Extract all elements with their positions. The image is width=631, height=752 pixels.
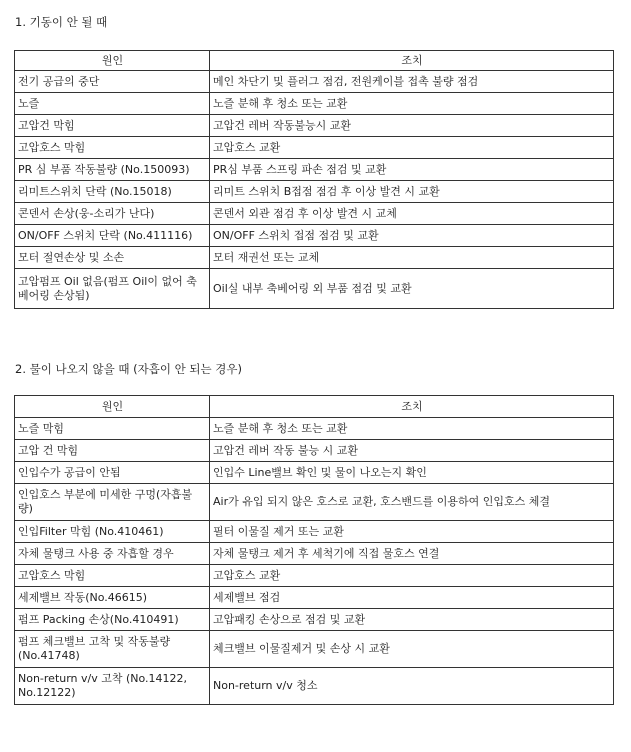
action-cell: 체크밸브 이물질제거 및 손상 시 교환	[210, 631, 614, 668]
action-cell: 고압건 레버 작동불능시 교환	[210, 115, 614, 137]
action-cell: 고압건 레버 작동 불능 시 교환	[210, 440, 614, 462]
section2-title: 2. 물이 나오지 않을 때 (자흡이 안 되는 경우)	[15, 362, 242, 376]
action-cell: 고압호스 교환	[210, 137, 614, 159]
action-cell: 메인 차단기 및 플러그 점검, 전원케이블 접촉 불량 점검	[210, 71, 614, 93]
action-cell: 모터 재권선 또는 교체	[210, 247, 614, 269]
cause-cell: ON/OFF 스위치 단락 (No.411116)	[15, 225, 210, 247]
table-row	[15, 203, 614, 225]
header-action: 조치	[210, 396, 614, 418]
header-action: 조치	[210, 51, 614, 71]
action-cell: Oil실 내부 축베어링 외 부품 점검 및 교환	[210, 269, 614, 309]
action-cell: 노즐 분해 후 청소 또는 교환	[210, 418, 614, 440]
header-cause: 원인	[15, 396, 210, 418]
header-cause: 원인	[15, 51, 210, 71]
table-row	[15, 521, 614, 543]
cause-cell: 고압 건 막힘	[15, 440, 210, 462]
table-row	[15, 115, 614, 137]
cause-cell: PR 심 부품 작동불량 (No.150093)	[15, 159, 210, 181]
cause-cell: 모터 절연손상 및 소손	[15, 247, 210, 269]
table-row	[15, 137, 614, 159]
table-header-row	[15, 51, 614, 71]
table-row	[15, 484, 614, 521]
table-row	[15, 462, 614, 484]
cause-cell: 고압호스 막힘	[15, 565, 210, 587]
table-row	[15, 418, 614, 440]
table-row	[15, 565, 614, 587]
action-cell: Non-return v/v 청소	[210, 668, 614, 705]
action-cell: 필터 이물질 제거 또는 교환	[210, 521, 614, 543]
table-no-water	[14, 395, 614, 705]
cause-cell: 인입Filter 막힘 (No.410461)	[15, 521, 210, 543]
table-row	[15, 543, 614, 565]
table-row	[15, 609, 614, 631]
action-cell: 고압호스 교환	[210, 565, 614, 587]
cause-cell: 펌프 체크밸브 고착 및 작동불량 (No.41748)	[15, 631, 210, 668]
action-cell: 콘덴서 외관 점검 후 이상 발견 시 교체	[210, 203, 614, 225]
table-row	[15, 440, 614, 462]
action-cell: PR심 부품 스프링 파손 점검 및 교환	[210, 159, 614, 181]
cause-cell: 세제밸브 작동(No.46615)	[15, 587, 210, 609]
table-row	[15, 225, 614, 247]
action-cell: ON/OFF 스위치 접점 점검 및 교환	[210, 225, 614, 247]
cause-cell: 노즐	[15, 93, 210, 115]
cause-cell: 자체 물탱크 사용 중 자흡할 경우	[15, 543, 210, 565]
cause-cell: 전기 공급의 중단	[15, 71, 210, 93]
cause-cell: 리미트스위치 단락 (No.15018)	[15, 181, 210, 203]
table-row	[15, 159, 614, 181]
table-row	[15, 587, 614, 609]
table-row	[15, 71, 614, 93]
action-cell: 세제밸브 점검	[210, 587, 614, 609]
cause-cell: 고압건 막힘	[15, 115, 210, 137]
table-row	[15, 269, 614, 309]
table-header-row	[15, 396, 614, 418]
action-cell: Air가 유입 되지 않은 호스로 교환, 호스밴드를 이용하여 인입호스 체결	[210, 484, 614, 521]
cause-cell: Non-return v/v 고착 (No.14122, No.12122)	[15, 668, 210, 705]
table-row	[15, 668, 614, 705]
table-row	[15, 181, 614, 203]
cause-cell: 고압펌프 Oil 없음(펌프 Oil이 없어 축베어링 손상됨)	[15, 269, 210, 309]
action-cell: 고압패킹 손상으로 점검 및 교환	[210, 609, 614, 631]
table-no-start	[14, 50, 614, 309]
action-cell: 노즐 분해 후 청소 또는 교환	[210, 93, 614, 115]
action-cell: 인입수 Line밸브 확인 및 물이 나오는지 확인	[210, 462, 614, 484]
cause-cell: 인입수가 공급이 안됨	[15, 462, 210, 484]
cause-cell: 노즐 막힘	[15, 418, 210, 440]
table-row	[15, 631, 614, 668]
action-cell: 리미트 스위치 B접점 점검 후 이상 발견 시 교환	[210, 181, 614, 203]
section1-title: 1. 기동이 안 될 때	[15, 15, 108, 29]
action-cell: 자체 물탱크 제거 후 세척기에 직접 물호스 연결	[210, 543, 614, 565]
cause-cell: 펌프 Packing 손상(No.410491)	[15, 609, 210, 631]
cause-cell: 콘덴서 손상(웅-소리가 난다)	[15, 203, 210, 225]
table-row	[15, 93, 614, 115]
cause-cell: 고압호스 막힘	[15, 137, 210, 159]
cause-cell: 인입호스 부분에 미세한 구멍(자흡불량)	[15, 484, 210, 521]
table-row	[15, 247, 614, 269]
